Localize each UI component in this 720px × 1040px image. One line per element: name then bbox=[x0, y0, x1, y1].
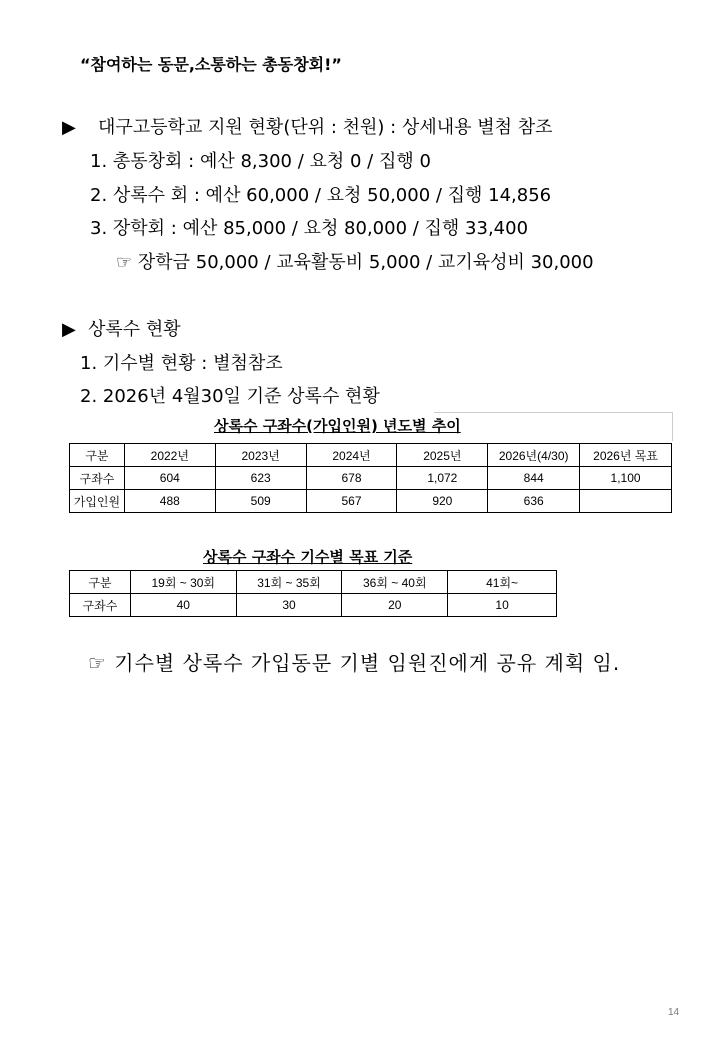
table-cell: 509 bbox=[215, 490, 306, 513]
table-cell: 20 bbox=[342, 594, 448, 617]
sangroksu-heading-text: 상록수 현황 bbox=[88, 319, 181, 340]
header-cell: 2026년 목표 bbox=[580, 444, 672, 467]
header-cell: 19회 ~ 30회 bbox=[130, 571, 236, 594]
row-label-cell: 구좌수 bbox=[70, 594, 131, 617]
row-label-cell: 가입인원 bbox=[70, 490, 125, 513]
table-cell bbox=[580, 490, 672, 513]
footer-note: ☞ 기수별 상록수 가입동문 기별 임원진에게 공유 계획 임. bbox=[88, 651, 621, 675]
table-cell: 623 bbox=[215, 467, 306, 490]
support-heading bbox=[62, 113, 552, 139]
table-cell: 30 bbox=[236, 594, 342, 617]
table-cell: 567 bbox=[306, 490, 397, 513]
triangle-bullet-icon: ▶ bbox=[62, 117, 76, 138]
table-cell: 604 bbox=[124, 467, 215, 490]
header-cell: 31회 ~ 35회 bbox=[236, 571, 342, 594]
table-header-row bbox=[70, 571, 557, 594]
slogan: “참여하는 동문,소통하는 총동창회!” bbox=[80, 55, 342, 74]
table-cell: 636 bbox=[488, 490, 580, 513]
support-note: ☞ 장학금 50,000 / 교육활동비 5,000 / 교기육성비 30,000 bbox=[116, 252, 594, 273]
table-cell: 1,100 bbox=[580, 467, 672, 490]
triangle-bullet-icon: ▶ bbox=[62, 319, 76, 340]
table-cell: 1,072 bbox=[397, 467, 488, 490]
support-heading-text: 대구고등학교 지원 현황(단위 : 천원) : 상세내용 별첨 참조 bbox=[98, 117, 553, 138]
support-item-1: 1. 총동창회 : 예산 8,300 / 요청 0 / 집행 0 bbox=[90, 151, 431, 172]
caption-box bbox=[434, 412, 673, 441]
header-cell: 41회~ bbox=[448, 571, 557, 594]
row-label-cell: 구좌수 bbox=[70, 467, 125, 490]
table2-caption: 상록수 구좌수 기수별 목표 기준 bbox=[203, 548, 413, 566]
support-item-2: 2. 상록수 회 : 예산 60,000 / 요청 50,000 / 집행 14,856 bbox=[90, 185, 552, 206]
table-cell: 10 bbox=[448, 594, 557, 617]
header-cell: 구분 bbox=[70, 571, 131, 594]
header-cell: 2023년 bbox=[215, 444, 306, 467]
header-cell: 2022년 bbox=[124, 444, 215, 467]
sangroksu-item-1: 1. 기수별 현황 : 별첨참조 bbox=[80, 353, 283, 374]
header-cell: 구분 bbox=[70, 444, 125, 467]
table-cell: 844 bbox=[488, 467, 580, 490]
yearly-trend-table bbox=[69, 443, 672, 513]
table-cell: 920 bbox=[397, 490, 488, 513]
table-cell: 678 bbox=[306, 467, 397, 490]
table-cell: 40 bbox=[130, 594, 236, 617]
class-target-table bbox=[69, 570, 557, 617]
sangroksu-item-2: 2. 2026년 4월30일 기준 상록수 현황 bbox=[80, 386, 380, 407]
sangroksu-heading bbox=[62, 315, 181, 341]
table-row bbox=[70, 467, 672, 490]
table1-caption: 상록수 구좌수(가입인원) 년도별 추이 bbox=[214, 417, 461, 435]
header-cell: 2024년 bbox=[306, 444, 397, 467]
table-cell: 488 bbox=[124, 490, 215, 513]
header-cell: 36회 ~ 40회 bbox=[342, 571, 448, 594]
header-cell: 2025년 bbox=[397, 444, 488, 467]
header-cell: 2026년(4/30) bbox=[488, 444, 580, 467]
support-item-3: 3. 장학회 : 예산 85,000 / 요청 80,000 / 집행 33,400 bbox=[90, 218, 529, 239]
table-header-row bbox=[70, 444, 672, 467]
table-row bbox=[70, 490, 672, 513]
page-number: 14 bbox=[668, 1007, 680, 1018]
table-row bbox=[70, 594, 557, 617]
